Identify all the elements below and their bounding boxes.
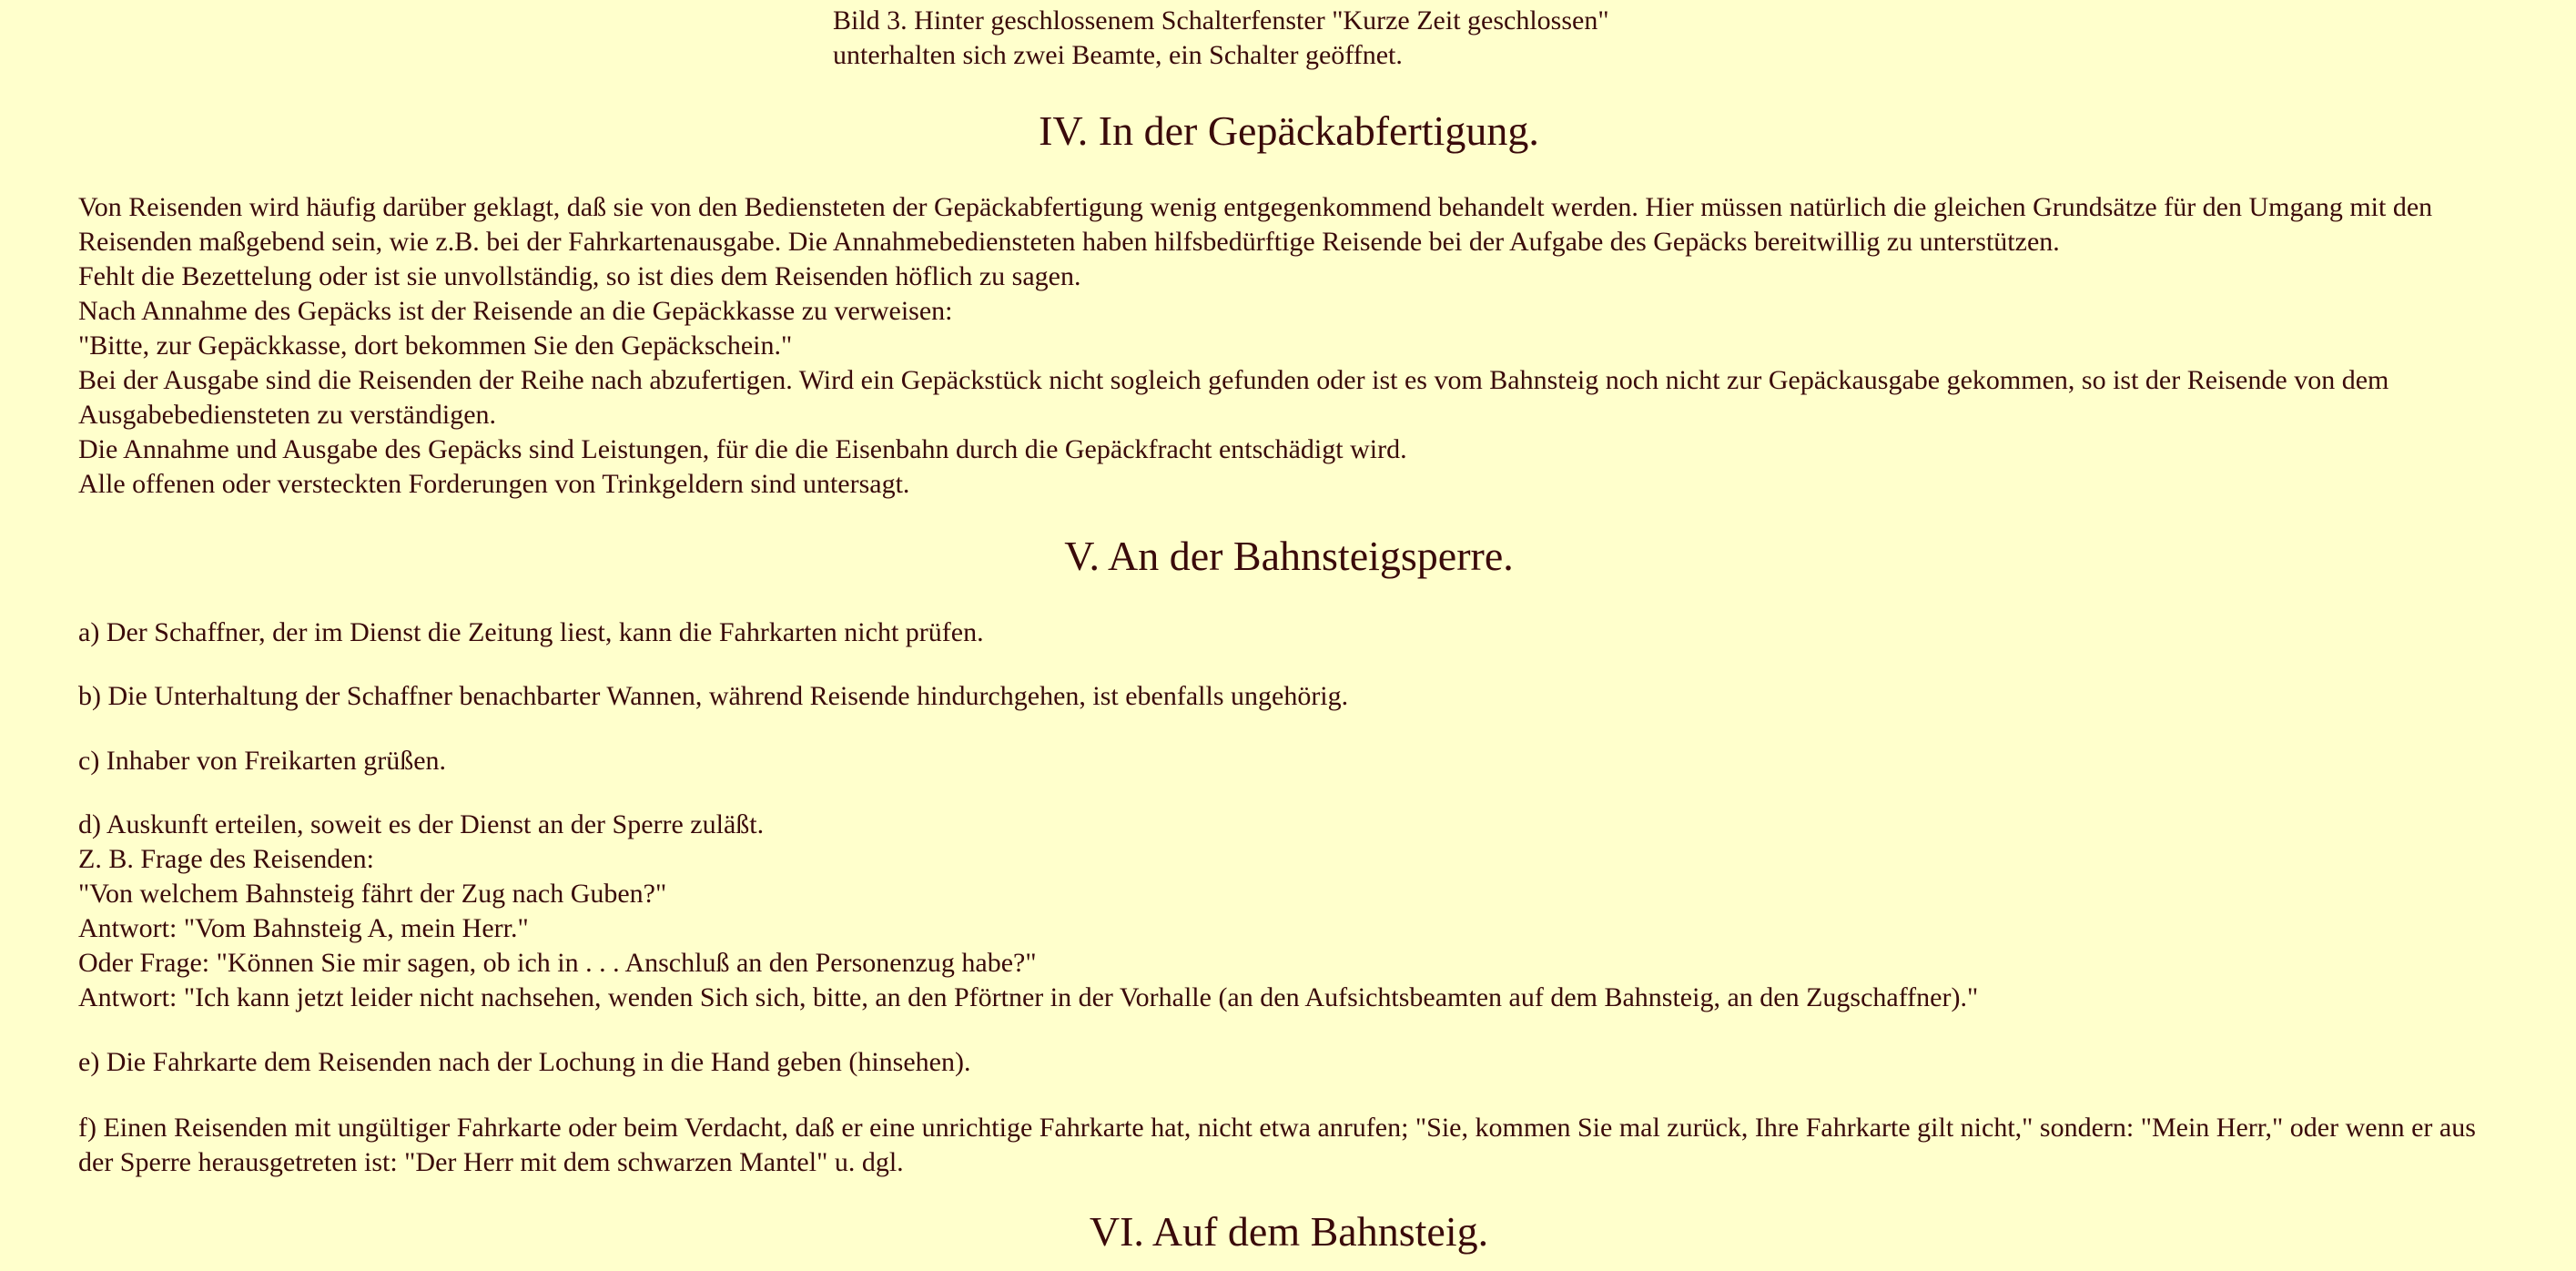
- item-b: b) Die Unterhaltung der Schaffner benachbarter Wannen, während Reisende hindurchgehen, ist ebenfalls ungehörig.: [78, 681, 1349, 711]
- item-d-line: Antwort: "Ich kann jetzt leider nicht nachsehen, wenden Sich sich, bitte, an den Pförtner in der Vorhalle (an den Aufsichtsbeamten auf dem Bahnsteig, an den Zugschaffner).": [78, 982, 1979, 1012]
- item-d: [78, 808, 2500, 1015]
- paragraph: Die Annahme und Ausgabe des Gepäcks sind Leistungen, für die die Eisenbahn durch die Gepäckfracht entschädigt wird.: [78, 434, 1407, 464]
- paragraph: Nach Annahme des Gepäcks ist der Reisende an die Gepäckkasse zu verweisen:: [78, 296, 953, 326]
- item-d-line: Z. B. Frage des Reisenden:: [78, 844, 374, 874]
- paragraph: Von Reisenden wird häufig darüber geklagt, daß sie von den Bediensteten der Gepäckabfertigung wenig entgegenkommend behandelt werden. Hier müssen natürlich die gleichen Grundsätze für den Umgang mit den Reisenden maßgebend sein, wie z.B. bei der Fahrkartenausgabe. Die Annahmebediensteten haben hilfsbedürftige Reisende bei der Aufgabe des Gepäcks bereitwillig zu unterstützen.: [78, 192, 2433, 257]
- item-d-line: "Von welchem Bahnsteig fährt der Zug nach Guben?": [78, 879, 667, 909]
- item-d-line: d) Auskunft erteilen, soweit es der Dienst an der Sperre zuläßt.: [78, 809, 765, 839]
- image-caption: [833, 4, 1925, 73]
- item-e: e) Die Fahrkarte dem Reisenden nach der Lochung in die Hand geben (hinsehen).: [78, 1047, 971, 1077]
- caption-line-1: Bild 3. Hinter geschlossenem Schalterfenster "Kurze Zeit geschlossen": [833, 5, 1609, 36]
- paragraph: Fehlt die Bezettelung oder ist sie unvollständig, so ist dies dem Reisenden höflich zu sagen.: [78, 261, 1081, 291]
- paragraph: "Bitte, zur Gepäckkasse, dort bekommen Sie den Gepäckschein.": [78, 330, 793, 361]
- section-heading-vi: VI. Auf dem Bahnsteig.: [1089, 1208, 1489, 1255]
- item-d-line: Oder Frage: "Können Sie mir sagen, ob ich in . . . Anschluß an den Personenzug habe?": [78, 948, 1037, 978]
- item-c: c) Inhaber von Freikarten grüßen.: [78, 746, 447, 776]
- item-a: a) Der Schaffner, der im Dienst die Zeitung liest, kann die Fahrkarten nicht prüfen.: [78, 617, 984, 647]
- paragraph: Bei der Ausgabe sind die Reisenden der Reihe nach abzufertigen. Wird ein Gepäckstück nicht sogleich gefunden oder ist es vom Bahnsteig noch nicht zur Gepäckausgabe gekommen, so ist der Reisende von dem Ausgabebediensteten zu verständigen.: [78, 365, 2389, 430]
- paragraph: Alle offenen oder versteckten Forderungen von Trinkgeldern sind untersagt.: [78, 469, 910, 499]
- section-heading-v: V. An der Bahnsteigsperre.: [1064, 533, 1514, 579]
- section-iv-text: [78, 190, 2500, 502]
- item-f: f) Einen Reisenden mit ungültiger Fahrkarte oder beim Verdacht, daß er eine unrichtige Fahrkarte hat, nicht etwa anrufen; "Sie, kommen Sie mal zurück, Ihre Fahrkarte gilt nicht," sondern: "Mein Herr," oder wenn er aus der Sperre herausgetreten ist: "Der Herr mit dem schwarzen Mantel" u. dgl.: [78, 1113, 2476, 1177]
- caption-line-2: unterhalten sich zwei Beamte, ein Schalter geöffnet.: [833, 40, 1403, 70]
- section-heading-iv: IV. In der Gepäckabfertigung.: [1039, 107, 1539, 154]
- item-d-line: Antwort: "Vom Bahnsteig A, mein Herr.": [78, 913, 529, 943]
